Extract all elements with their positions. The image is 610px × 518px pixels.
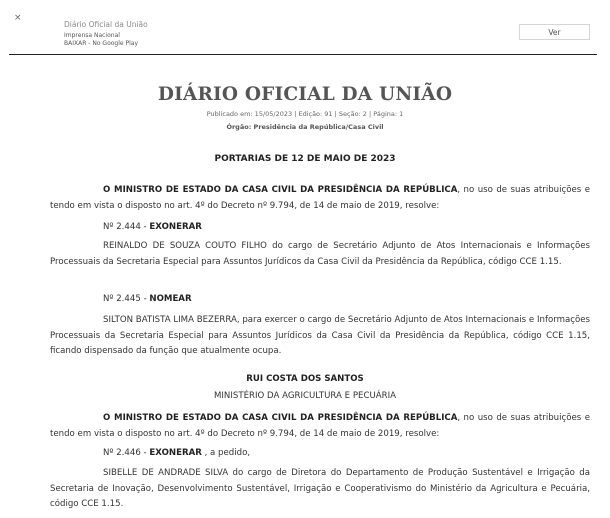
portaria-number: Nº 2.445 - NOMEAR bbox=[103, 294, 192, 304]
authority-text: O MINISTRO DE ESTADO DA CASA CIVIL DA PRESIDÊNCIA DA REPÚBLICA bbox=[103, 413, 458, 423]
portaria-number: Nº 2.446 - EXONERAR , a pedido, bbox=[103, 448, 251, 458]
app-store-text: BAIXAR - No Google Play bbox=[64, 40, 138, 47]
portaria-text: SILTON BATISTA LIMA BEZERRA, para exercer o cargo de Secretário Adjunto de Atos Internacionais e Informações Processuais da Secretaria Especial para Assuntos Jurídicos da Casa Civil da Presidência da República, código CCE 1.15, ficando dispensado da função que atualmente ocupa. bbox=[50, 315, 590, 356]
app-name: Diário Oficial da União bbox=[64, 20, 148, 29]
action-text: EXONERAR bbox=[149, 222, 202, 232]
signature: RUI COSTA DOS SANTOS bbox=[246, 374, 364, 384]
authority-text: O MINISTRO DE ESTADO DA CASA CIVIL DA PRESIDÊNCIA DA REPÚBLICA bbox=[103, 185, 458, 195]
portaria-text: REINALDO DE SOUZA COUTO FILHO do cargo de Secretário Adjunto de Atos Internacionais e Informações Processuais da Secretaria Especial para Assuntos Jurídicos da Casa Civil da Presidência da República, código CCE 1.15. bbox=[50, 241, 590, 267]
portaria-text: SIBELLE DE ANDRADE SILVA do cargo de Diretora do Departamento de Produção Sustentável e Irrigação da Secretaria de Inovação, Desenvolvimento Sustentável, Irrigação e Cooperativismo do Ministério da Agricultura e Pecuária, código CCE 1.15. bbox=[50, 468, 590, 509]
banner-divider bbox=[9, 54, 597, 55]
ministry-heading: MINISTÉRIO DA AGRICULTURA E PECUÁRIA bbox=[213, 391, 396, 401]
action-text: NOMEAR bbox=[149, 294, 192, 304]
preamble-paragraph bbox=[50, 183, 590, 214]
close-icon[interactable]: × bbox=[14, 13, 22, 23]
section-heading: PORTARIAS DE 12 DE MAIO DE 2023 bbox=[214, 154, 396, 164]
app-publisher: Imprensa Nacional bbox=[64, 32, 120, 39]
app-install-banner bbox=[0, 0, 610, 55]
portaria-number: Nº 2.444 - EXONERAR bbox=[103, 222, 202, 232]
preamble-paragraph bbox=[50, 411, 590, 442]
view-app-button[interactable]: Ver bbox=[519, 24, 590, 40]
preamble-text: , no uso de suas atribuições e tendo em vista o disposto no art. 4º do Decreto nº 9.794, de 14 de maio de 2019, resolve: bbox=[50, 185, 590, 211]
preamble-text: , no uso de suas atribuições e tendo em vista o disposto no art. 4º do Decreto nº 9.794, de 14 de maio de 2019, resolve: bbox=[50, 413, 590, 439]
publication-meta: Publicado em: 15/05/2023 | Edição: 91 | Seção: 2 | Página: 1 bbox=[206, 110, 404, 118]
action-text: EXONERAR bbox=[149, 448, 202, 458]
page-title: DIÁRIO OFICIAL DA UNIÃO bbox=[157, 84, 453, 105]
organ-label: Órgão: Presidência da República/Casa Civil bbox=[226, 123, 384, 131]
